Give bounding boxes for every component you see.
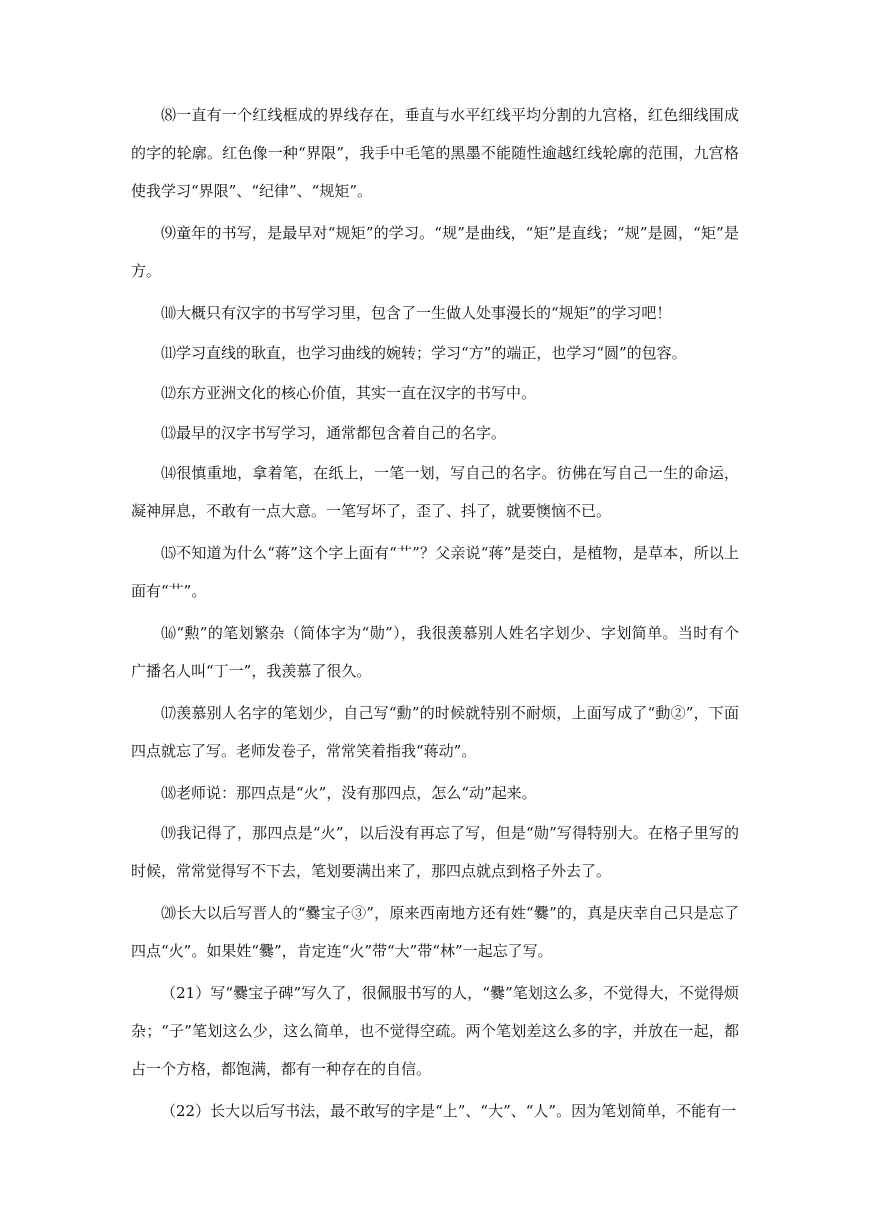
paragraph-22: （22）长大以后写书法，最不敢写的字是“上”、“大”、“人”。因为笔划简单，不能有一 [161,1102,737,1120]
paragraph-17: ⒄羡慕别人名字的笔划少，自己写“勳”的时候就特别不耐烦，上面写成了“動②”，下面四点就忘了写。老师发卷子，常常笑着指我“蒋动”。 [131,704,739,760]
paragraph-11: ⑾学习直线的耿直，也学习曲线的婉转；学习“方”的端正，也学习“圆”的包容。 [161,344,687,362]
paragraph-12: ⑿东方亚洲文化的核心价值，其实一直在汉字的书写中。 [161,384,537,402]
paragraph-18: ⒅老师说：那四点是“火”，没有那四点，怎么“动”起来。 [161,784,537,802]
paragraph-8: ⑻一直有一个红线框成的界线存在，垂直与水平红线平均分割的九宫格，红色细线围成的字的轮廓。红色像一种“界限”，我手中毛笔的黑墨不能随性逾越红线轮廓的范围，九宫格使我学习“界限”、“纪律”、“规矩”。 [131,106,739,200]
paragraph-19: ⒆我记得了，那四点是“火”，以后没有再忘了写，但是“勋”写得特别大。在格子里写的时候，常常觉得写不下去，笔划要满出来了，那四点就点到格子外去了。 [131,824,739,880]
paragraph-21: （21）写“爨宝子碑”写久了，很佩服书写的人，“爨”笔划这么多，不觉得大，不觉得烦杂；“子”笔划这么少，这么简单，也不觉得空疏。两个笔划差这么多的字，并放在一起，都占一个方格，都饱满，都有一种存在的自信。 [131,984,739,1078]
paragraph-9: ⑼童年的书写，是最早对“规矩”的学习。“规”是曲线，“矩”是直线；“规”是圆，“矩”是方。 [131,224,739,280]
document-body [131,96,739,1134]
paragraph-14: ⒁很慎重地，拿着笔，在纸上，一笔一划，写自己的名字。彷佛在写自己一生的命运，凝神屏息，不敢有一点大意。一笔写坏了，歪了、抖了，就要懊恼不已。 [131,464,739,520]
paragraph-20: ⒇长大以后写晋人的“爨宝子③”，原来西南地方还有姓“爨”的，真是庆幸自己只是忘了四点“火”。如果姓“爨”，肯定连“火”带“大”带“林”一起忘了写。 [131,904,739,960]
paragraph-10: ⑽大概只有汉字的书写学习里，包含了一生做人处事漫长的“规矩”的学习吧！ [161,304,672,322]
paragraph-16: ⒃“勲”的笔划繁杂（简体字为“勋”），我很羡慕别人姓名字划少、字划简单。当时有个广播名人叫“丁一”，我羡慕了很久。 [131,624,739,680]
paragraph-13: ⒀最早的汉字书写学习，通常都包含着自己的名字。 [161,424,507,442]
paragraph-15: ⒂不知道为什么“蒋”这个字上面有“艹”？父亲说“蒋”是茭白，是植物，是草本，所以上面有“艹”。 [131,544,739,600]
